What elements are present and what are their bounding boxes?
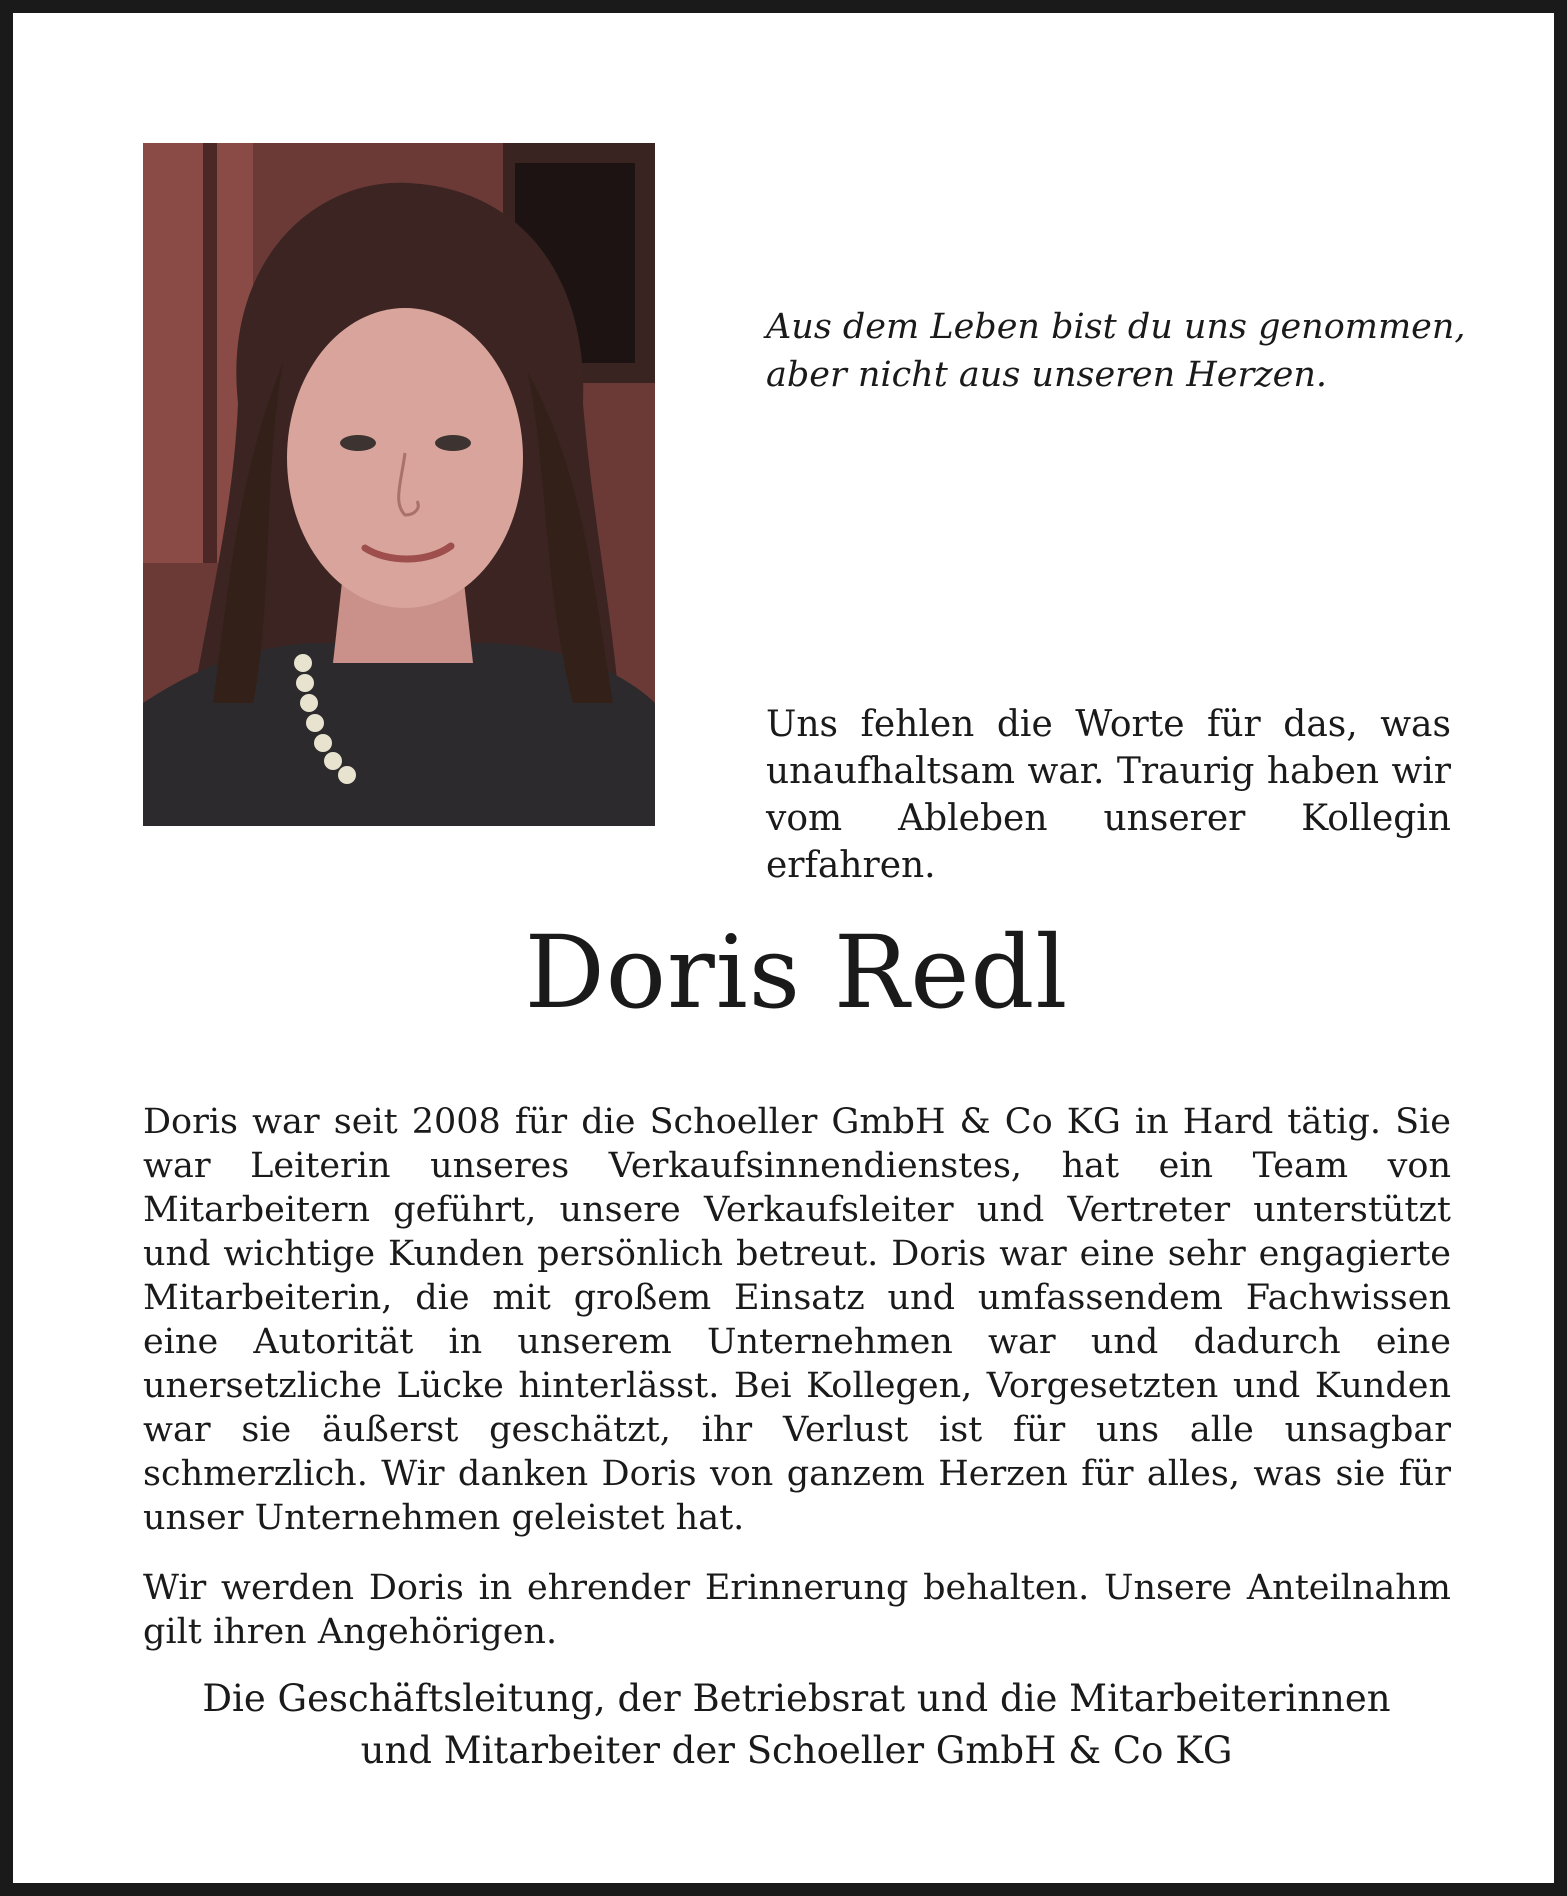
signature-block bbox=[13, 1673, 1567, 1777]
motto-line-2: aber nicht aus unseren Herzen. bbox=[766, 355, 1328, 395]
body-paragraph-1: Doris war seit 2008 für die Schoeller GmbH & Co KG in Hard tätig. Sie war Leiterin unseres Verkaufsinnendienstes, hat ein Team von Mitarbeitern geführt, unsere Verkaufsleiter und Vertreter unterstützt und wichtige Kunden persönlich betreut. Doris war eine sehr engagierte Mitarbeiterin, die mit großem Einsatz und umfassendem Fachwissen eine Autorität in unserem Unternehmen war und dadurch eine unersetzliche Lücke hinterlässt. Bei Kollegen, Vorgesetzten und Kunden war sie äußerst geschätzt, ihr Verlust ist für uns alle unsagbar schmerzlich. Wir danken Doris von ganzem Herzen für alles, was sie für unser Unternehmen geleistet hat. bbox=[143, 1102, 1451, 1538]
body-paragraph-2: Wir werden Doris in ehrender Erinnerung behalten. Unsere Anteilnahm gilt ihren Angehörigen. bbox=[143, 1568, 1451, 1652]
motto-verse bbox=[766, 303, 1466, 399]
signature-line-2: und Mitarbeiter der Schoeller GmbH & Co KG bbox=[360, 1729, 1233, 1772]
portrait-photo bbox=[143, 143, 655, 826]
deceased-name: Doris Redl bbox=[524, 914, 1069, 1031]
signature-line-1: Die Geschäftsleitung, der Betriebsrat und die Mitarbeiterinnen bbox=[202, 1677, 1391, 1720]
intro-text: Uns fehlen die Worte für das, was unaufhaltsam war. Traurig haben wir vom Ableben unserer Kollegin erfahren. bbox=[766, 704, 1451, 886]
obituary-body bbox=[143, 1100, 1451, 1654]
motto-line-1: Aus dem Leben bist du uns genommen, bbox=[766, 307, 1466, 347]
portrait-illustration bbox=[143, 143, 655, 826]
